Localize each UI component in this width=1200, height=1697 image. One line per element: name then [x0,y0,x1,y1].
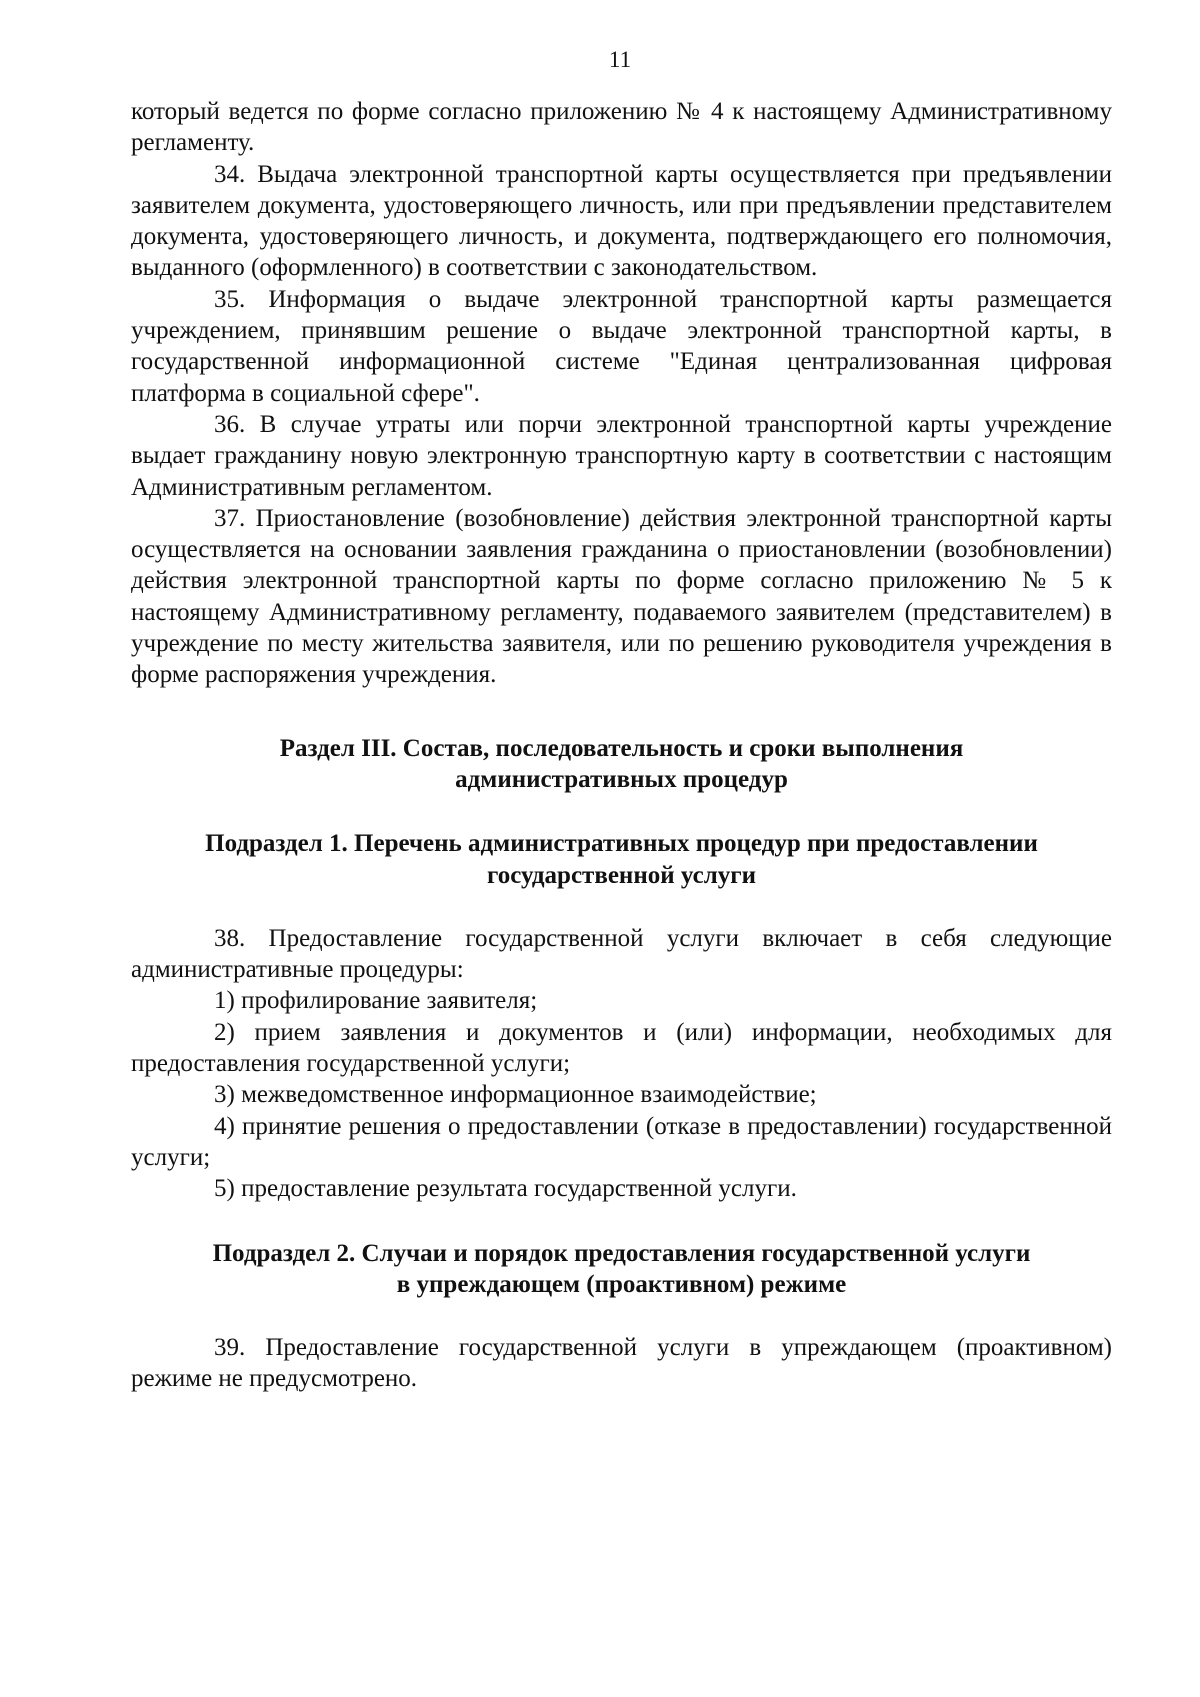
subsection-2-heading-line-1: Подраздел 2. Случаи и порядок предоставления государственной услуги [212,1239,1031,1267]
list-item-5: 5) предоставление результата государственной услуги. [214,1175,797,1203]
list-item-2: 2) прием заявления и документов и (или) информации, необходимых для предоставления государственной услуги; [131,1018,1112,1078]
subsection-2-heading [131,1238,1112,1301]
subsection-2-heading-line-2: в упреждающем (проактивном) режиме [396,1270,847,1298]
subsection-1-heading [131,828,1112,891]
list-item-4: 4) принятие решения о предоставлении (отказе в предоставлении) государственной услуги; [131,1112,1112,1171]
paragraph-continuation: который ведется по форме согласно приложению № 4 к настоящему Административному регламенту. [131,98,1112,157]
paragraph-36: 36. В случае утраты или порчи электронной транспортной карты учреждение выдает гражданину новую электронную транспортную карту в соответствии с настоящим Административным регламентом. [131,410,1112,501]
document-body [131,96,1112,1395]
page-number: 11 [608,47,632,72]
list-item-1: 1) профилирование заявителя; [214,987,538,1015]
list-item-3: 3) межведомственное информационное взаимодействие; [214,1081,817,1109]
subsection-1-heading-line-1: Подраздел 1. Перечень административных процедур при предоставлении [205,830,1038,858]
subsection-1-heading-line-2: государственной услуги [486,861,757,889]
paragraph-35: 35. Информация о выдаче электронной транспортной карты размещается учреждением, принявшим решение о выдаче электронной транспортной карты, в государственной информационной системе "Единая централизованная цифровая платформа в социальной сфере". [131,285,1112,407]
paragraph-39: 39. Предоставление государственной услуги в упреждающем (проактивном) режиме не предусмотрено. [131,1334,1112,1393]
section-3-heading-line-2: административных процедур [455,765,788,793]
section-3-heading [131,733,1112,796]
section-3-heading-line-1: Раздел III. Состав, последовательность и сроки выполнения [279,734,964,762]
paragraph-38: 38. Предоставление государственной услуги включает в себя следующие административные процедуры: [131,924,1112,984]
paragraph-37: 37. Приостановление (возобновление) действия электронной транспортной карты осуществляется на основании заявления гражданина о приостановлении (возобновлении) действия электронной транспортной карты по форме согласно приложению № 5 к настоящему Административному регламенту, подаваемого заявителем (представителем) в учреждение по месту жительства заявителя, или по решению руководителя учреждения в форме распоряжения учреждения. [131,504,1112,689]
paragraph-34: 34. Выдача электронной транспортной карты осуществляется при предъявлении заявителем документа, удостоверяющего личность, или при предъявлении представителем документа, удостоверяющего личность, и документа, подтверждающего его полномочия, выданного (оформленного) в соответствии с законодательством. [131,160,1112,282]
